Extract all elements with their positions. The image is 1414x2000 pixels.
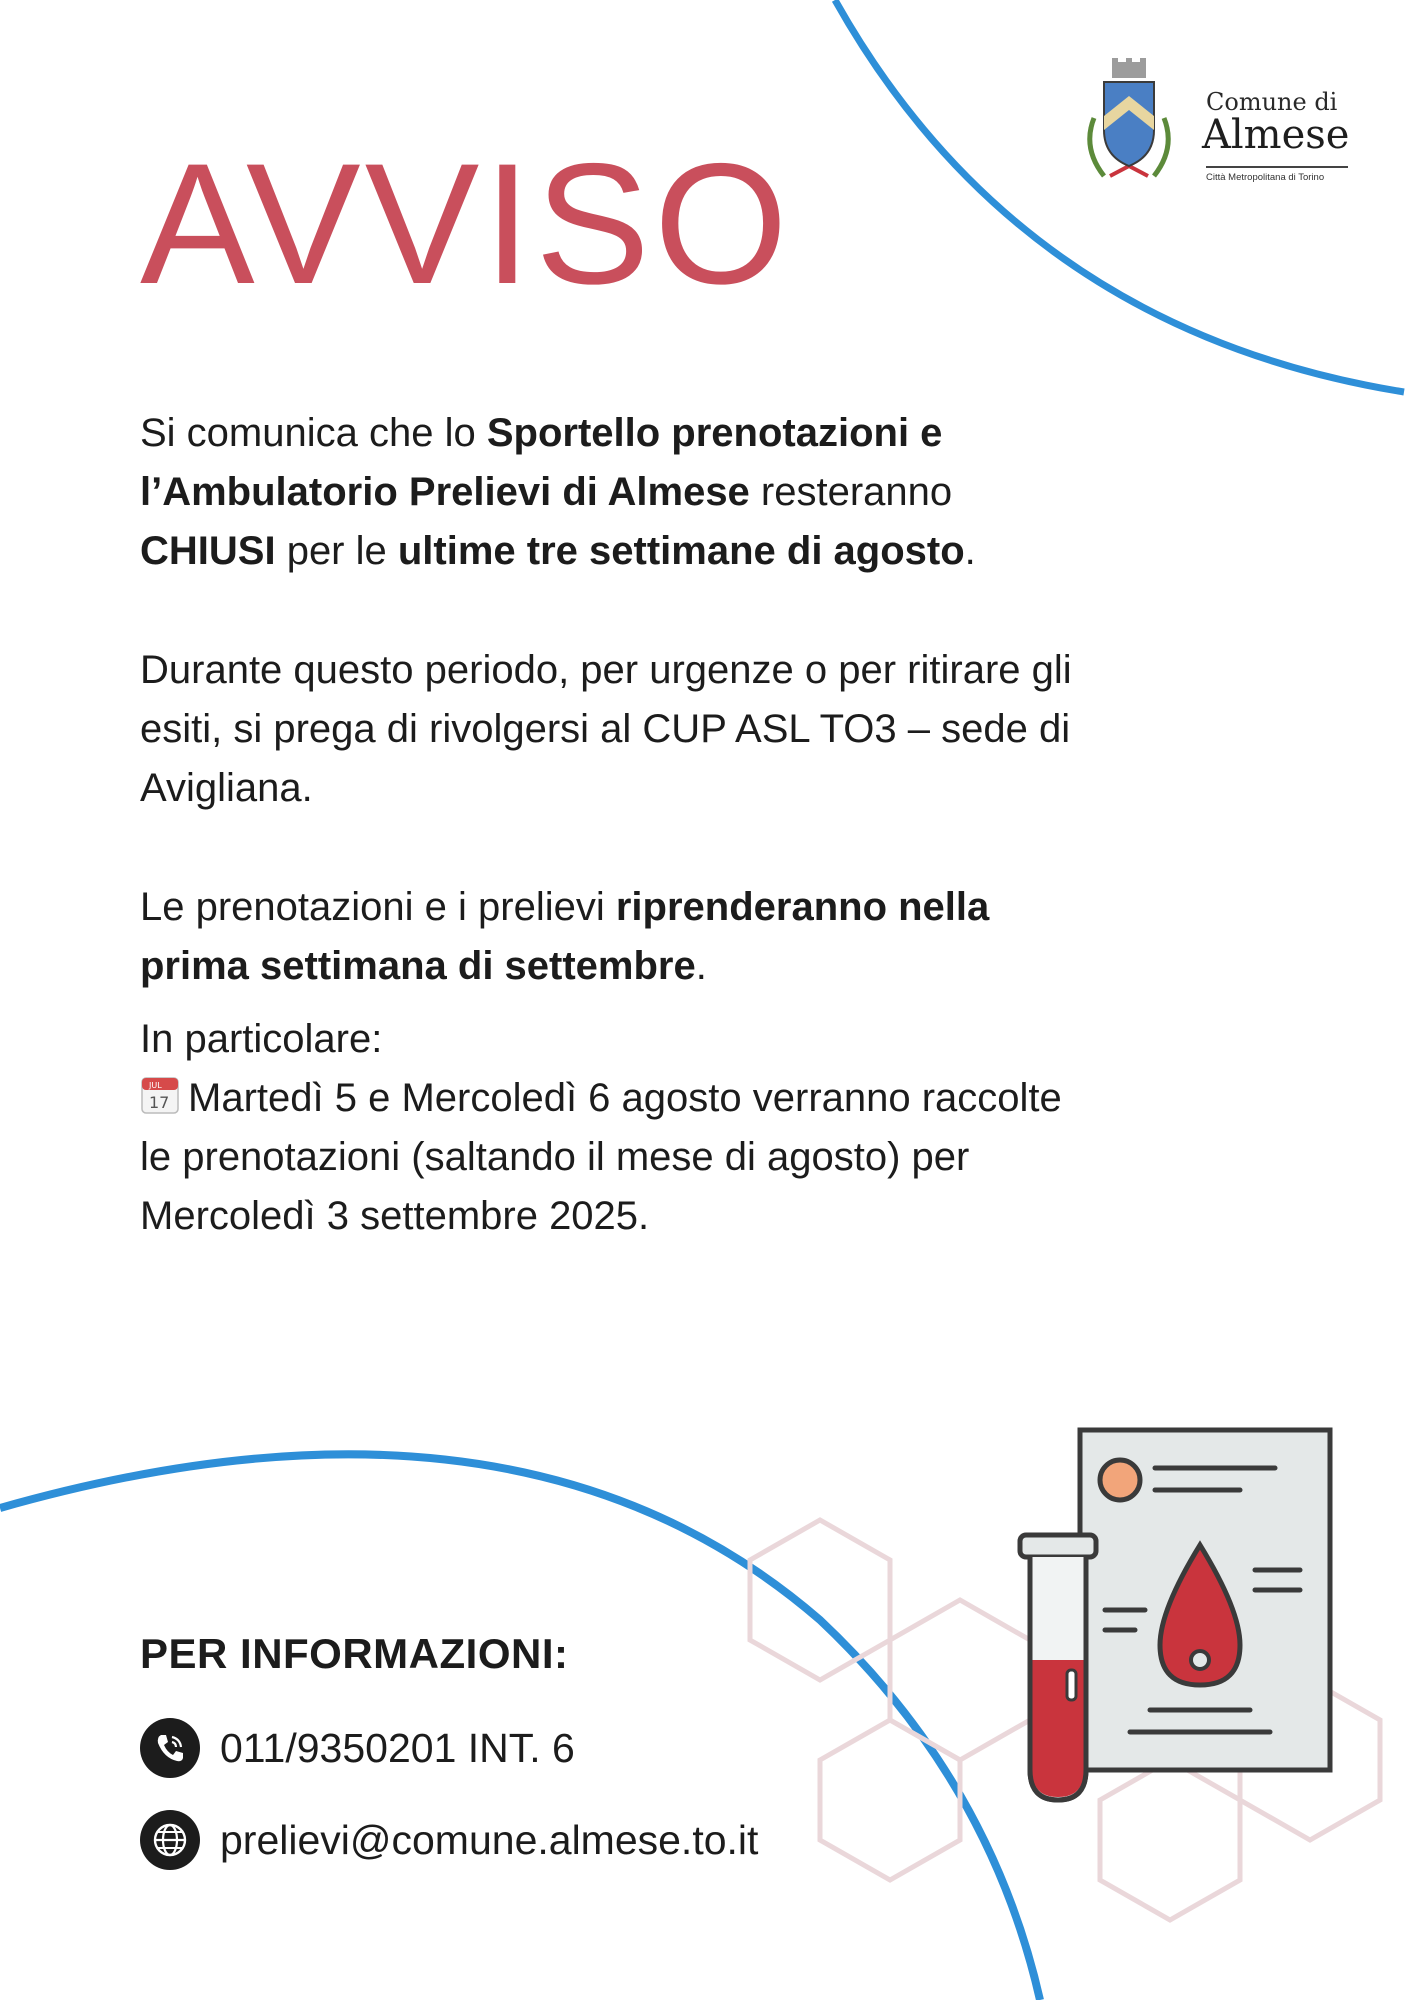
phone-number: 011/9350201 INT. 6 xyxy=(220,1724,575,1771)
calendar-icon xyxy=(140,1075,180,1115)
notice-title: AVVISO xyxy=(140,128,792,320)
email-address: prelievi@comune.almese.to.it xyxy=(220,1816,759,1863)
logo-name: Almese xyxy=(1202,112,1350,158)
paragraph-closure xyxy=(140,404,1080,581)
closure-text-3: per le xyxy=(275,529,398,573)
calendar-day: 17 xyxy=(149,1093,170,1112)
coat-of-arms-icon xyxy=(1074,58,1184,188)
closure-bold-offices: Sportello prenotazioni e l’Ambulatorio Prelievi di Almese xyxy=(140,411,943,514)
calendar-month: JUL xyxy=(149,1081,162,1090)
closure-text-1: Si comunica che lo xyxy=(140,411,487,455)
paragraph-details xyxy=(140,1010,1080,1246)
logo-divider xyxy=(1206,166,1348,168)
closure-text-4: . xyxy=(964,529,976,573)
phone-icon xyxy=(140,1718,200,1778)
test-tube-icon xyxy=(1020,1535,1096,1800)
closure-bold-closed: CHIUSI xyxy=(140,529,276,573)
resume-text-1: Le prenotazioni e i prelievi xyxy=(140,885,616,929)
resume-text-2: . xyxy=(695,944,707,988)
info-heading: PER INFORMAZIONI: xyxy=(140,1630,569,1677)
resume-bold: riprenderanno nella prima settimana di settembre xyxy=(140,885,990,988)
details-intro: In particolare: xyxy=(140,1017,383,1061)
globe-icon xyxy=(140,1810,200,1870)
details-text: Martedì 5 e Mercoledì 6 agosto verranno raccolte le prenotazioni (saltando il mese di agosto) per Mercoledì 3 settembre 2025. xyxy=(140,1076,1062,1238)
closure-bold-period: ultime tre settimane di agosto xyxy=(397,529,965,573)
phone-row[interactable] xyxy=(140,1716,575,1780)
closure-text-2: resteranno xyxy=(749,470,953,514)
lab-test-illustration xyxy=(1010,1420,1350,1820)
email-row[interactable] xyxy=(140,1808,758,1872)
logo-subtitle: Città Metropolitana di Torino xyxy=(1206,172,1325,183)
report-dot xyxy=(1100,1460,1140,1500)
notice-body xyxy=(140,404,1080,1246)
paragraph-resume xyxy=(140,878,1080,996)
municipality-logo xyxy=(1074,58,1354,198)
paragraph-urgent: Durante questo periodo, per urgenze o per ritirare gli esiti, si prega di rivolgersi al CUP ASL TO3 – sede di Avigliana. xyxy=(140,648,1072,810)
logo-prefix: Comune di xyxy=(1206,88,1338,116)
